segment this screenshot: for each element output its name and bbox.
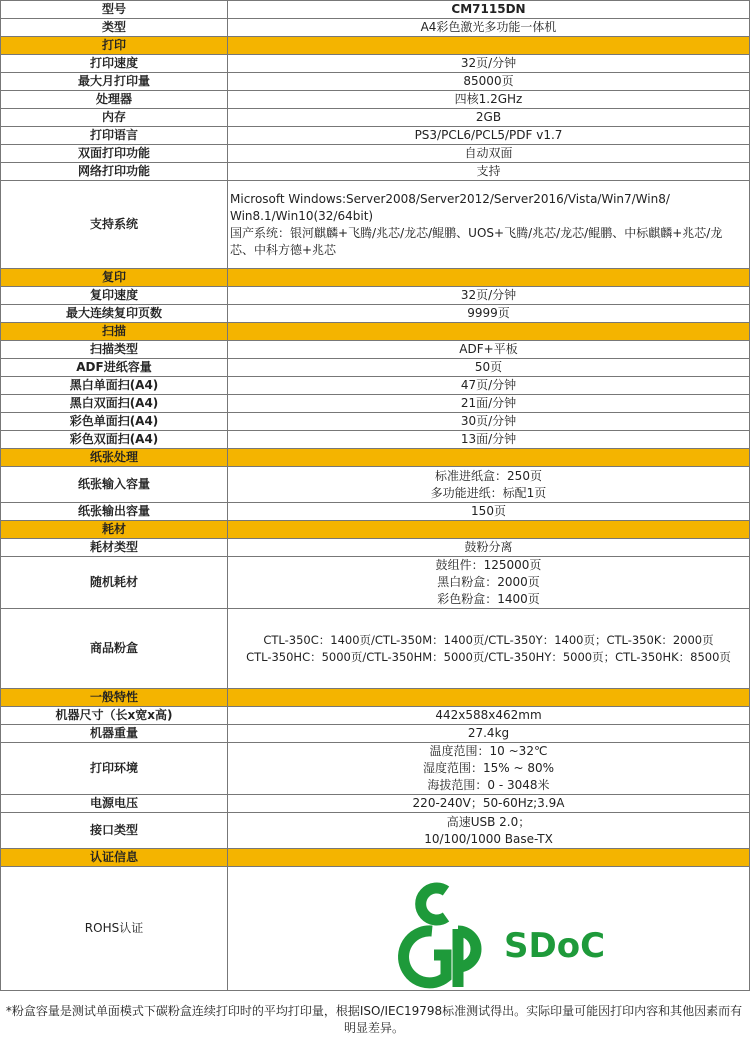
row-label: 打印语言 xyxy=(1,127,228,145)
section-header-paper: 纸张处理 xyxy=(1,449,228,467)
row-value: A4彩色激光多功能一体机 xyxy=(228,19,750,37)
row-value: ADF+平板 xyxy=(228,341,750,359)
row-label: 打印环境 xyxy=(1,743,228,795)
os-line: Win8.1/Win10(32/64bit) xyxy=(230,208,374,223)
row-value: 85000页 xyxy=(228,73,750,91)
row-label: 耗材类型 xyxy=(1,539,228,557)
row-value xyxy=(228,743,750,795)
row-label: 最大月打印量 xyxy=(1,73,228,91)
row-value: 27.4kg xyxy=(228,725,750,743)
os-line: 国产系统：银河麒麟+飞腾/兆芯/龙芯/鲲鹏、UOS+飞腾/兆芯/龙芯/鲲鹏、中标麒麟+兆芯/龙 xyxy=(230,225,723,240)
gp-sdoc-logo xyxy=(384,869,605,989)
row-label: 类型 xyxy=(1,19,228,37)
row-label: 处理器 xyxy=(1,91,228,109)
row-value: 150页 xyxy=(228,503,750,521)
row-label: 复印速度 xyxy=(1,287,228,305)
value-line: 海拔范围：0 - 3048米 xyxy=(427,778,550,792)
row-label: 纸张输入容量 xyxy=(1,467,228,503)
row-label: 双面打印功能 xyxy=(1,145,228,163)
row-label: 内存 xyxy=(1,109,228,127)
value-line: CTL-350C：1400页/CTL-350M：1400页/CTL-350Y：1400页；CTL-350K：2000页 xyxy=(263,632,714,647)
row-label: 接口类型 xyxy=(1,813,228,849)
os-value xyxy=(228,181,750,269)
row-label: 型号 xyxy=(1,1,228,19)
row-label: 黑白双面扫(A4) xyxy=(1,395,228,413)
row-value: 32页/分钟 xyxy=(228,55,750,73)
logo-sdoc-text: SDoC xyxy=(503,925,605,966)
row-label: 网络打印功能 xyxy=(1,163,228,181)
row-label: 随机耗材 xyxy=(1,557,228,609)
logo-c-arc xyxy=(420,888,445,920)
section-header-print: 打印 xyxy=(1,37,228,55)
row-label: ROHS认证 xyxy=(1,867,228,991)
row-value: 四核1.2GHz xyxy=(228,91,750,109)
row-label: 支持系统 xyxy=(1,181,228,269)
section-header-copy: 复印 xyxy=(1,269,228,287)
section-header-scan: 扫描 xyxy=(1,323,228,341)
row-value: 220-240V；50-60Hz;3.9A xyxy=(228,795,750,813)
value-line: 高速USB 2.0； xyxy=(446,814,531,829)
row-label: 彩色单面扫(A4) xyxy=(1,413,228,431)
row-label: 机器尺寸（长x宽x高) xyxy=(1,707,228,725)
value-line: 黑白粉盒：2000页 xyxy=(437,575,540,589)
value-line: 鼓组件：125000页 xyxy=(435,558,542,572)
row-value: 13面/分钟 xyxy=(228,431,750,449)
row-value: 50页 xyxy=(228,359,750,377)
row-value xyxy=(228,813,750,849)
row-value: 鼓粉分离 xyxy=(228,539,750,557)
logo-g-arc xyxy=(403,930,445,982)
value-line: 温度范围：10 ~32℃ xyxy=(429,744,548,758)
footnote: *粉盒容量是测试单面模式下碳粉盒连续打印时的平均打印量，根据ISO/IEC19798标准测试得出。实际印量可能因打印内容和其他因素而有明显差异。 xyxy=(5,1004,743,1035)
row-label: 纸张输出容量 xyxy=(1,503,228,521)
row-label: 扫描类型 xyxy=(1,341,228,359)
row-label: 商品粉盒 xyxy=(1,609,228,689)
section-header-general: 一般特性 xyxy=(1,689,228,707)
os-line: 芯、中科方德+兆芯 xyxy=(230,242,337,257)
section-header-supply: 耗材 xyxy=(1,521,228,539)
model-value: CM7115DN xyxy=(228,1,750,19)
section-header-cert: 认证信息 xyxy=(1,849,228,867)
value-line: 彩色粉盒：1400页 xyxy=(437,592,540,606)
row-value xyxy=(228,609,750,689)
row-label: 最大连续复印页数 xyxy=(1,305,228,323)
row-value: 442x588x462mm xyxy=(228,707,750,725)
row-value: 2GB xyxy=(228,109,750,127)
value-line: CTL-350HC：5000页/CTL-350HM：5000页/CTL-350HY：5000页；CTL-350HK：8500页 xyxy=(246,649,731,664)
value-line: 湿度范围：15% ~ 80% xyxy=(422,761,555,775)
row-label: 彩色双面扫(A4) xyxy=(1,431,228,449)
rohs-logo-cell xyxy=(228,867,750,991)
value-line: 10/100/1000 Base-TX xyxy=(424,831,553,846)
row-value: 21面/分钟 xyxy=(228,395,750,413)
row-value: 自动双面 xyxy=(228,145,750,163)
row-value xyxy=(228,557,750,609)
row-label: 电源电压 xyxy=(1,795,228,813)
value-line: 标准进纸盒：250页 xyxy=(435,468,542,483)
row-label: 黑白单面扫(A4) xyxy=(1,377,228,395)
row-value: 30页/分钟 xyxy=(228,413,750,431)
row-value: 32页/分钟 xyxy=(228,287,750,305)
os-line: Microsoft Windows:Server2008/Server2012/Server2016/Vista/Win7/Win8/ xyxy=(230,191,670,206)
row-value: 47页/分钟 xyxy=(228,377,750,395)
row-label: 打印速度 xyxy=(1,55,228,73)
row-value: 9999页 xyxy=(228,305,750,323)
row-value: 支持 xyxy=(228,163,750,181)
row-value: PS3/PCL6/PCL5/PDF v1.7 xyxy=(228,127,750,145)
row-label: ADF进纸容量 xyxy=(1,359,228,377)
row-label: 机器重量 xyxy=(1,725,228,743)
value-line: 多功能进纸：标配1页 xyxy=(430,485,547,500)
row-value xyxy=(228,467,750,503)
